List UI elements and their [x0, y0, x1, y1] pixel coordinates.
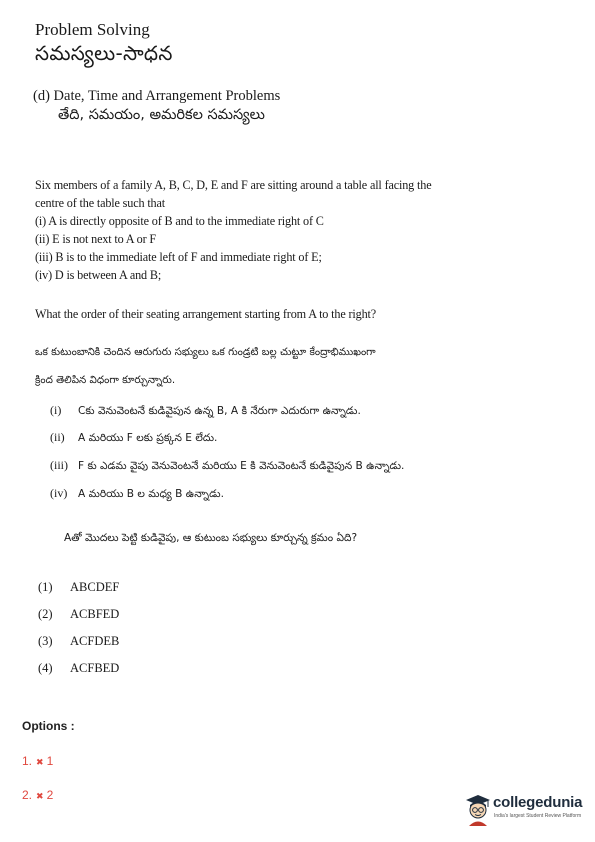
section-title-telugu: తేది, సమయం, అమరికల సమస్యలు — [58, 107, 265, 123]
option-number: 2. — [22, 788, 33, 802]
option-value: 1 — [46, 754, 54, 768]
telugu-condition-iv — [50, 486, 224, 503]
telugu-intro-line: క్రింద తెలిపిన విధంగా కూర్చున్నారు. — [35, 374, 176, 386]
condition-ii: (ii) E is not next to A or F — [35, 232, 157, 246]
page-title: Problem Solving — [35, 20, 150, 39]
section-title: (d) Date, Time and Arrangement Problems — [33, 88, 281, 104]
item-number: (i) — [50, 403, 62, 417]
telugu-intro-line: ఒక కుటుంబానికి చెందిన ఆరుగురు సభ్యులు ఒక గుండ్రటి బల్ల చుట్టూ కేంద్రాభిముఖంగా — [35, 346, 376, 358]
page-title-telugu: సమస్యలు-సాధన — [35, 41, 173, 65]
telugu-question-ask: Aతో మొదలు పెట్టి కుడివైపు, ఆ కుటుంబ సభ్యులు కూర్చున్న క్రమం ఏది? — [64, 532, 358, 544]
question-ask: What the order of their seating arrangement starting from A to the right? — [35, 307, 377, 321]
item-number: (iv) — [50, 486, 68, 500]
telugu-condition-i — [50, 403, 361, 420]
option-value: 2 — [46, 788, 54, 802]
answer-choice: (4) ACFBED — [38, 661, 120, 675]
option-item[interactable] — [22, 788, 53, 802]
brand-name: collegedunia — [493, 794, 583, 811]
option-number: 1. — [22, 754, 33, 768]
question-line: Six members of a family A, B, C, D, E and F are sitting around a table all facing the — [35, 178, 432, 192]
brand-tagline: India's largest Student Review Platform — [494, 813, 582, 819]
item-text: A మరియు F లకు ప్రక్కన E లేదు. — [78, 432, 218, 444]
option-item[interactable] — [22, 754, 53, 768]
item-text: F కు ఎడమ వైపు వెనువెంటనే మరియు E కి వెనువెంటనే కుడివైపున B ఉన్నాడు. — [78, 460, 405, 472]
answer-choice: (1) ABCDEF — [38, 580, 120, 594]
question-line: centre of the table such that — [35, 196, 165, 210]
student-mascot-icon — [463, 792, 493, 826]
condition-i: (i) A is directly opposite of B and to the immediate right of C — [35, 214, 324, 228]
options-label: Options : — [22, 719, 75, 733]
cross-icon: ✖ — [36, 791, 44, 801]
condition-iii: (iii) B is to the immediate left of F and immediate right of E; — [35, 250, 322, 264]
telugu-condition-ii — [50, 430, 217, 447]
telugu-condition-iii — [50, 458, 404, 475]
item-text: Cకు వెనువెంటనే కుడివైపున ఉన్న B, A కి నేరుగా ఎదురుగా ఉన్నాడు. — [78, 405, 361, 417]
item-text: A మరియు B ల మధ్య B ఉన్నాడు. — [78, 488, 224, 500]
cross-icon: ✖ — [36, 757, 44, 767]
condition-iv: (iv) D is between A and B; — [35, 268, 162, 282]
answer-choice: (2) ACBFED — [38, 607, 120, 621]
brand-logo — [463, 792, 588, 826]
item-number: (iii) — [50, 458, 68, 472]
answer-choice: (3) ACFDEB — [38, 634, 120, 648]
item-number: (ii) — [50, 430, 65, 444]
